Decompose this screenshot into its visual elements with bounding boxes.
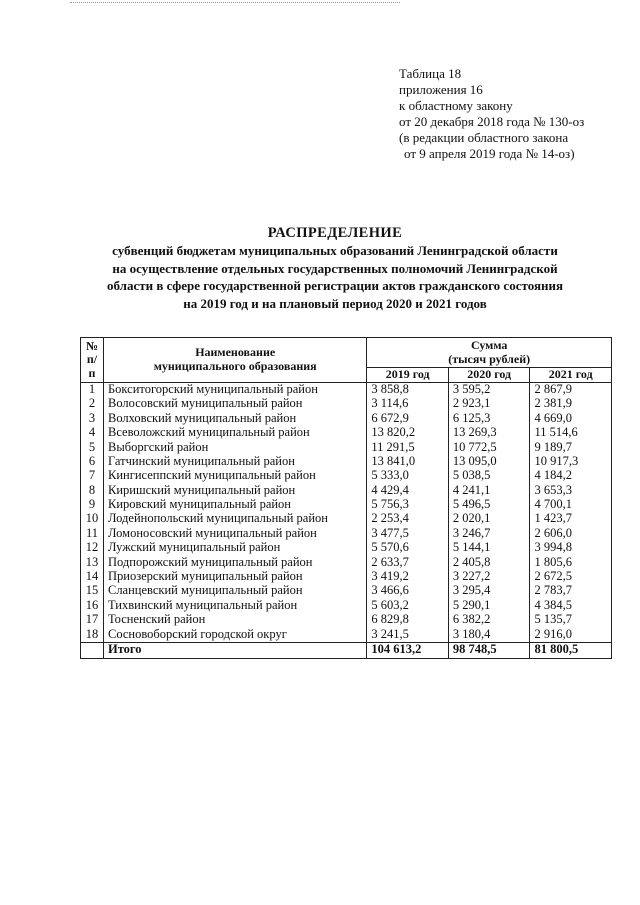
- row-value: 13 820,2: [367, 426, 449, 440]
- row-value: 11 291,5: [367, 440, 449, 454]
- row-name: Сланцевский муниципальный район: [103, 584, 366, 598]
- total-value: 81 800,5: [530, 642, 612, 658]
- row-value: 2 783,7: [530, 584, 612, 598]
- title-line: на 2019 год и на плановый период 2020 и 2021 годов: [183, 295, 487, 311]
- header-line: приложения 16: [399, 82, 483, 97]
- header-line: Таблица 18: [399, 66, 462, 81]
- row-value: 10 772,5: [448, 440, 530, 454]
- row-value: 6 382,2: [448, 613, 530, 627]
- table-row: [81, 469, 612, 483]
- header-line: к областному закону: [399, 98, 513, 113]
- row-number: 5: [81, 440, 104, 454]
- row-value: 2 672,5: [530, 570, 612, 584]
- row-value: 2 405,8: [448, 555, 530, 569]
- row-name: Подпорожский муниципальный район: [103, 555, 366, 569]
- header-name-line1: Наименование: [195, 345, 276, 360]
- row-number: 4: [81, 426, 104, 440]
- row-value: 5 135,7: [530, 613, 612, 627]
- row-number: 11: [81, 526, 104, 540]
- header-line: (в редакции областного закона: [399, 130, 569, 145]
- header-year: 2019 год: [367, 368, 449, 383]
- table-row: [81, 382, 612, 397]
- row-value: 3 180,4: [448, 627, 530, 642]
- header-year: 2021 год: [530, 368, 612, 383]
- row-name: Тихвинский муниципальный район: [103, 598, 366, 612]
- row-value: 2 923,1: [448, 397, 530, 411]
- total-value: 98 748,5: [448, 642, 530, 658]
- row-value: 3 466,6: [367, 584, 449, 598]
- row-name: Лодейнопольский муниципальный район: [103, 512, 366, 526]
- row-value: 3 994,8: [530, 541, 612, 555]
- row-number: 15: [81, 584, 104, 598]
- row-value: 5 756,3: [367, 498, 449, 512]
- header-number: [81, 338, 104, 383]
- row-value: 13 841,0: [367, 454, 449, 468]
- header-name: [103, 338, 366, 383]
- row-value: 2 606,0: [530, 526, 612, 540]
- row-number: 18: [81, 627, 104, 642]
- row-name: Сосновоборский городской округ: [103, 627, 366, 642]
- row-name: Всеволожский муниципальный район: [103, 426, 366, 440]
- total-row: [81, 642, 612, 658]
- row-number: 10: [81, 512, 104, 526]
- row-name: Кировский муниципальный район: [103, 498, 366, 512]
- row-value: 10 917,3: [530, 454, 612, 468]
- row-value: 5 570,6: [367, 541, 449, 555]
- row-name: Лужский муниципальный район: [103, 541, 366, 555]
- row-number: 1: [81, 382, 104, 397]
- row-number: 2: [81, 397, 104, 411]
- row-value: 5 038,5: [448, 469, 530, 483]
- row-name: Волховский муниципальный район: [103, 411, 366, 425]
- row-value: 13 095,0: [448, 454, 530, 468]
- distribution-table: [80, 337, 612, 659]
- header-sum-line1: Сумма: [470, 338, 508, 352]
- row-value: 3 114,6: [367, 397, 449, 411]
- header-year: 2020 год: [448, 368, 530, 383]
- row-name: Ломоносовский муниципальный район: [103, 526, 366, 540]
- header-number-line2: п/п: [86, 352, 98, 380]
- table-row: [81, 541, 612, 555]
- row-name: Бокситогорский муниципальный район: [103, 382, 366, 397]
- table-row: [81, 555, 612, 569]
- row-value: 2 020,1: [448, 512, 530, 526]
- row-name: Выборгский район: [103, 440, 366, 454]
- row-value: 1 423,7: [530, 512, 612, 526]
- row-value: 3 241,5: [367, 627, 449, 642]
- header-sum: [367, 338, 612, 368]
- row-value: 4 429,4: [367, 483, 449, 497]
- row-value: 5 144,1: [448, 541, 530, 555]
- scan-artifact: [70, 2, 400, 4]
- row-value: 4 384,5: [530, 598, 612, 612]
- row-number: 14: [81, 570, 104, 584]
- row-value: 5 603,2: [367, 598, 449, 612]
- row-value: 3 477,5: [367, 526, 449, 540]
- header-line: от 9 апреля 2019 года № 14-оз): [404, 146, 575, 161]
- table-row: [81, 627, 612, 642]
- header-name-line2: муниципального образования: [153, 358, 317, 373]
- table-row: [81, 584, 612, 598]
- document-header-note: [399, 66, 629, 162]
- table-row: [81, 411, 612, 425]
- row-number: 16: [81, 598, 104, 612]
- row-value: 5 496,5: [448, 498, 530, 512]
- row-value: 2 867,9: [530, 382, 612, 397]
- total-label: Итого: [103, 642, 366, 658]
- row-number: 12: [81, 541, 104, 555]
- row-name: Кингисеппский муниципальный район: [103, 469, 366, 483]
- row-value: 5 290,1: [448, 598, 530, 612]
- row-value: 2 253,4: [367, 512, 449, 526]
- row-value: 1 805,6: [530, 555, 612, 569]
- table-row: [81, 498, 612, 512]
- table-row: [81, 512, 612, 526]
- header-number-line1: №: [85, 338, 99, 353]
- title-line: области в сфере государственной регистрации актов гражданского состояния: [107, 278, 563, 293]
- row-value: 2 633,7: [367, 555, 449, 569]
- row-value: 6 672,9: [367, 411, 449, 425]
- row-number: 9: [81, 498, 104, 512]
- row-number: 3: [81, 411, 104, 425]
- title-main: РАСПРЕДЕЛЕНИЕ: [267, 225, 403, 241]
- row-value: 2 381,9: [530, 397, 612, 411]
- table-row: [81, 613, 612, 627]
- row-number: 7: [81, 469, 104, 483]
- row-name: Тосненский район: [103, 613, 366, 627]
- row-value: 4 241,1: [448, 483, 530, 497]
- title-line: на осуществление отдельных государственных полномочий Ленинградской: [112, 260, 558, 276]
- row-value: 2 916,0: [530, 627, 612, 642]
- row-value: 4 184,2: [530, 469, 612, 483]
- row-number: 6: [81, 454, 104, 468]
- row-name: Приозерский муниципальный район: [103, 570, 366, 584]
- row-name: Гатчинский муниципальный район: [103, 454, 366, 468]
- row-name: Киришский муниципальный район: [103, 483, 366, 497]
- table-row: [81, 598, 612, 612]
- document-title: [40, 224, 630, 312]
- row-value: 11 514,6: [530, 426, 612, 440]
- row-value: 6 829,8: [367, 613, 449, 627]
- row-value: 6 125,3: [448, 411, 530, 425]
- row-name: Волосовский муниципальный район: [103, 397, 366, 411]
- row-value: 9 189,7: [530, 440, 612, 454]
- total-number: [81, 642, 104, 658]
- row-value: 3 295,4: [448, 584, 530, 598]
- row-value: 3 595,2: [448, 382, 530, 397]
- row-number: 8: [81, 483, 104, 497]
- title-line: субвенций бюджетам муниципальных образований Ленинградской области: [112, 243, 558, 258]
- table-row: [81, 570, 612, 584]
- row-value: 3 246,7: [448, 526, 530, 540]
- table-row: [81, 454, 612, 468]
- row-value: 3 653,3: [530, 483, 612, 497]
- table-row: [81, 440, 612, 454]
- table-row: [81, 426, 612, 440]
- row-number: 17: [81, 613, 104, 627]
- row-number: 13: [81, 555, 104, 569]
- row-value: 4 700,1: [530, 498, 612, 512]
- row-value: 4 669,0: [530, 411, 612, 425]
- row-value: 3 858,8: [367, 382, 449, 397]
- row-value: 13 269,3: [448, 426, 530, 440]
- table-row: [81, 483, 612, 497]
- table-row: [81, 526, 612, 540]
- header-sum-line2: (тысяч рублей): [448, 351, 531, 366]
- row-value: 5 333,0: [367, 469, 449, 483]
- total-value: 104 613,2: [367, 642, 449, 658]
- table-row: [81, 397, 612, 411]
- header-line: от 20 декабря 2018 года № 130-оз: [399, 114, 585, 129]
- row-value: 3 419,2: [367, 570, 449, 584]
- row-value: 3 227,2: [448, 570, 530, 584]
